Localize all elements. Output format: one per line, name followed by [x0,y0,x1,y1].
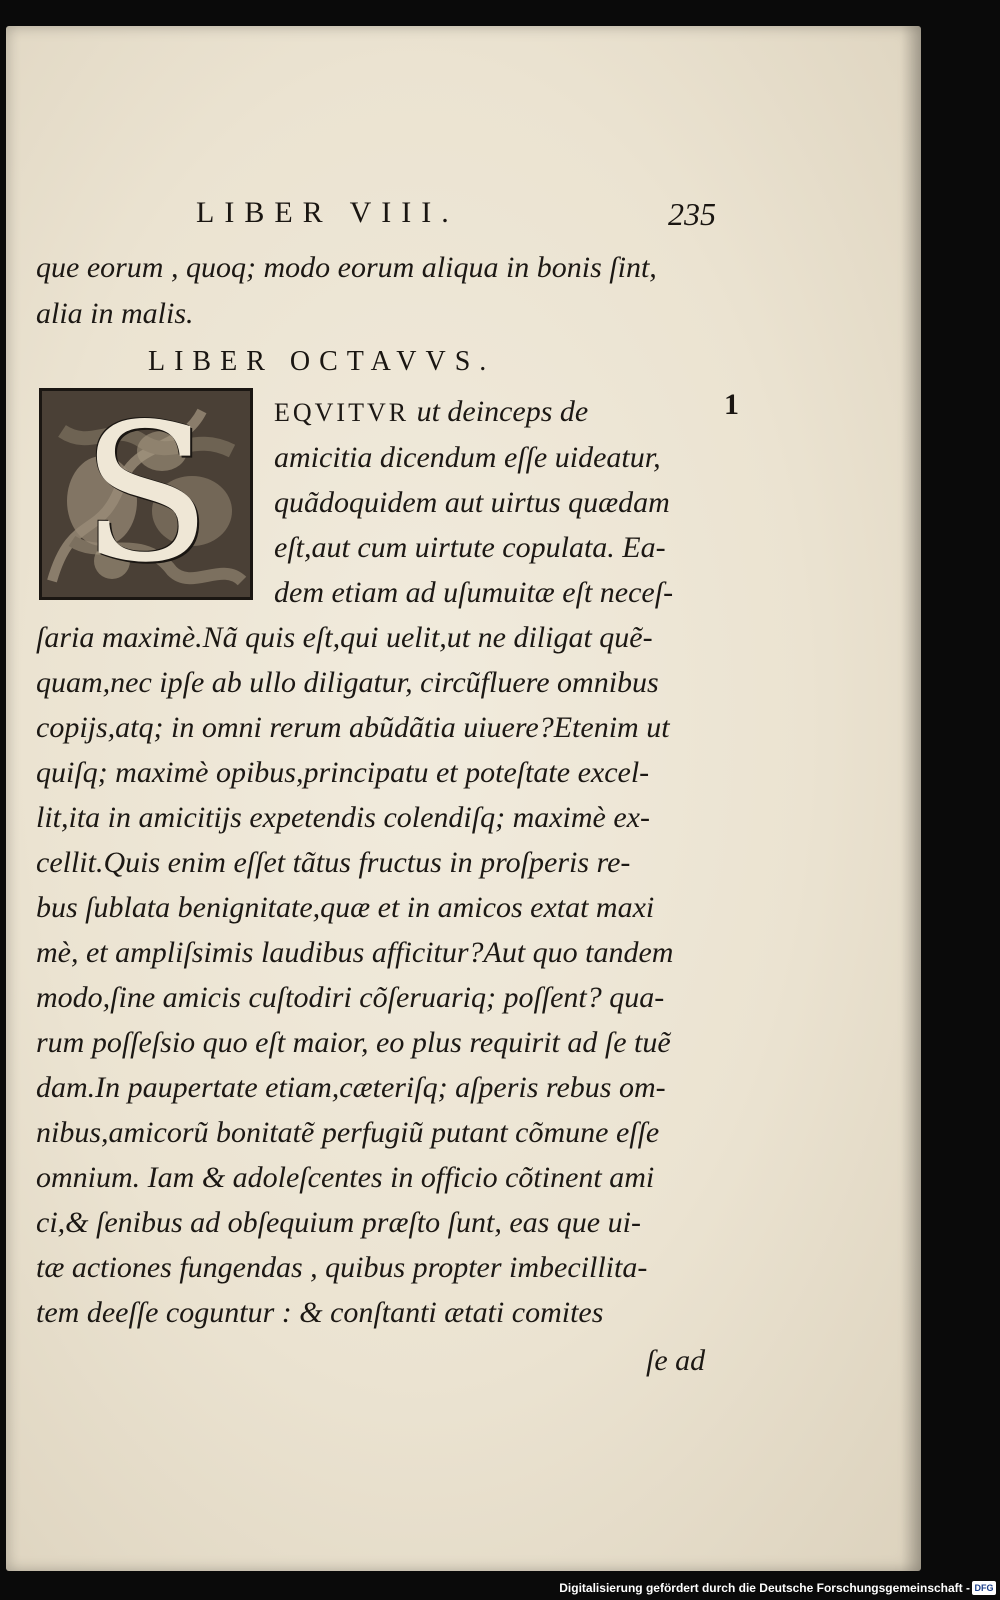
initial-letter: S [80,388,212,600]
body-line: quam,nec ipſe ab ullo diligatur, circũfluere omnibus [36,666,659,699]
running-head-title: LIBER VIII. [196,196,459,229]
book-page [6,26,921,1571]
running-head [196,196,716,236]
body-line: dam.In paupertate etiam,cæteriſq; aſperis rebus om- [36,1071,666,1104]
preface-line: alia in malis. [36,297,194,330]
body-line: quiſq; maximè opibus,principatu et poteſtate excel- [36,756,650,789]
preface-line: que eorum , quoq; modo eorum aliqua in bonis ſint, [36,251,657,284]
body-first-line-caps: EQVITVR [274,398,410,427]
body-line: omnium. Iam & adoleſcentes in officio cõtinent ami [36,1161,655,1194]
body-line: bus ſublata benignitate,quæ et in amicos extat maxi [36,891,655,924]
body-line: copijs,atq; in omni rerum abũdãtia uiuere?Etenim ut [36,711,670,744]
body-line: nibus,amicorũ bonitatẽ perfugiũ putant cõmune eſſe [36,1116,660,1149]
footer-credit: Digitalisierung gefördert durch die Deutsche Forschungsgemeinschaft - [559,1581,970,1595]
body-line: lit,ita in amicitijs expetendis colendiſq; maximè ex- [36,801,650,834]
body-first-line-rest: ut deinceps de [409,395,589,428]
body-line: rum poſſeſsio quo eſt maior, eo plus requirit ad ſe tuẽ [36,1026,671,1059]
body-line: modo,ſine amicis cuſtodiri cõſeruariq; poſſent? qua- [36,981,665,1014]
body-line: eſt,aut cum uirtute copulata. Ea- [274,531,666,564]
body-line: mè, et ampliſsimis laudibus afficitur?Aut quo tandem [36,936,674,969]
woodcut-initial-icon [39,388,253,600]
dfg-logo-icon: DFG [972,1581,996,1595]
footer-bar [0,1578,1000,1600]
book-heading: LIBER OCTAVVS. [148,346,496,377]
body-line: cellit.Quis enim eſſet tãtus fructus in proſperis re- [36,846,631,879]
body-line: dem etiam ad uſumuitæ eſt neceſ- [274,576,674,609]
body-line: amicitia dicendum eſſe uideatur, [274,441,661,474]
body-line: tæ actiones fungendas , quibus propter imbecillita- [36,1251,648,1284]
catchword: ſe ad [646,1344,706,1377]
body-line: ci,& ſenibus ad obſequium præſto ſunt, eas que ui- [36,1206,641,1239]
body-line: quãdoquidem aut uirtus quædam [274,486,670,519]
body-line: tem deeſſe coguntur : & conſtanti ætati comites [36,1296,604,1329]
body-first-line [274,392,588,433]
page-number: 235 [668,196,716,232]
margin-note: 1 [724,388,739,421]
body-line: ſaria maximè.Nã quis eſt,qui uelit,ut ne diligat quẽ- [36,621,653,654]
